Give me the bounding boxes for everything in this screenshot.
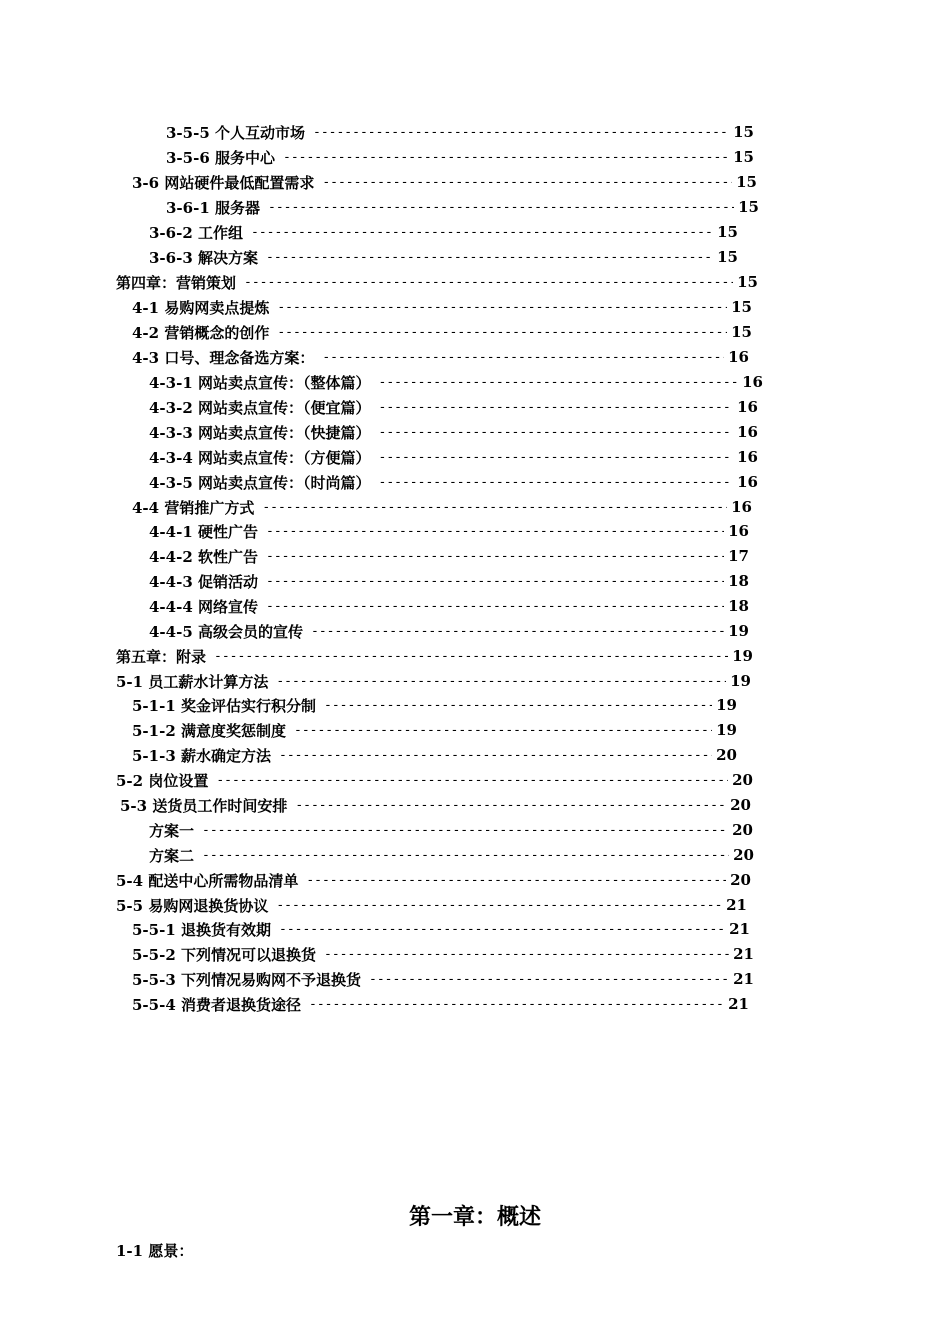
toc-entry-label: 第五章：附录 [116, 647, 207, 666]
toc-entry-label: 4-3-4 网站卖点宣传：（方便篇） [149, 448, 371, 467]
toc-leader [277, 325, 727, 340]
toc-entry-page: 21 [729, 920, 750, 938]
toc-entry-label: 5-5 易购网退换货协议 [116, 896, 269, 915]
toc-entry[interactable] [132, 993, 749, 1015]
toc-entry-page: 16 [737, 473, 758, 491]
toc-leader [266, 574, 724, 589]
toc-entry[interactable] [116, 869, 751, 891]
toc-entry-label: 5-5-1 退换货有效期 [132, 920, 271, 939]
toc-leader [244, 275, 733, 290]
toc-entry-label: 4-4-4 网络宣传 [149, 597, 258, 616]
toc-entry-label: 4-4-3 促销活动 [149, 572, 258, 591]
toc-entry[interactable] [116, 645, 753, 667]
toc-entry-label: 方案一 [149, 821, 195, 840]
toc-leader [311, 624, 724, 639]
toc-entry-page: 16 [731, 498, 752, 516]
toc-entry[interactable] [149, 570, 749, 592]
toc-entry-page: 20 [732, 771, 753, 789]
toc-leader [322, 350, 724, 365]
toc-entry-label: 5-1-3 薪水确定方法 [132, 746, 271, 765]
toc-entry[interactable] [166, 196, 759, 218]
toc-entry[interactable] [149, 246, 738, 268]
toc-entry[interactable] [132, 346, 749, 368]
toc-entry-page: 19 [716, 721, 737, 739]
toc-entry-label: 4-4-2 软性广告 [149, 547, 258, 566]
toc-entry-label: 4-4-5 高级会员的宣传 [149, 622, 303, 641]
toc-entry-label: 5-5-4 消费者退换货途径 [132, 995, 301, 1014]
toc-entry-page: 15 [717, 248, 738, 266]
toc-entry[interactable] [116, 670, 751, 692]
toc-entry-page: 20 [730, 871, 751, 889]
toc-leader [266, 599, 724, 614]
toc-entry[interactable] [120, 794, 751, 816]
toc-entry-label: 3-5-5 个人互动市场 [166, 123, 305, 142]
toc-entry-label: 5-1 员工薪水计算方法 [116, 672, 269, 691]
toc-entry[interactable] [149, 545, 749, 567]
toc-entry[interactable] [149, 471, 758, 493]
toc-entry-label: 4-4-1 硬性广告 [149, 522, 258, 541]
toc-leader [276, 898, 722, 913]
toc-entry[interactable] [149, 844, 754, 866]
toc-entry-page: 16 [737, 423, 758, 441]
toc-leader [266, 524, 724, 539]
toc-leader [309, 997, 724, 1012]
toc-leader [369, 972, 729, 987]
toc-entry-page: 15 [731, 323, 752, 341]
toc-entry[interactable] [149, 221, 738, 243]
toc-entry-page: 21 [733, 945, 754, 963]
toc-entry-label: 3-6-2 工作组 [149, 223, 243, 242]
toc-leader [266, 549, 724, 564]
toc-entry[interactable] [132, 719, 737, 741]
toc-leader [295, 798, 726, 813]
toc-entry[interactable] [132, 968, 754, 990]
toc-entry-page: 18 [728, 597, 749, 615]
toc-leader [216, 773, 728, 788]
toc-leader [322, 175, 732, 190]
toc-entry-page: 15 [738, 198, 759, 216]
toc-entry-page: 21 [728, 995, 749, 1013]
toc-entry-page: 18 [728, 572, 749, 590]
toc-entry-label: 4-3-2 网站卖点宣传：（便宜篇） [149, 398, 371, 417]
toc-entry-page: 15 [733, 148, 754, 166]
toc-entry[interactable] [149, 446, 758, 468]
toc-entry-page: 20 [730, 796, 751, 814]
toc-leader [262, 500, 727, 515]
toc-entry-page: 15 [731, 298, 752, 316]
toc-leader [379, 475, 734, 490]
toc-entry-page: 16 [728, 522, 749, 540]
toc-leader [214, 649, 728, 664]
toc-leader [379, 375, 739, 390]
toc-leader [202, 823, 728, 838]
toc-entry-page: 15 [737, 273, 758, 291]
toc-entry-page: 16 [742, 373, 763, 391]
toc-leader [379, 425, 734, 440]
toc-leader [379, 450, 734, 465]
toc-entry[interactable] [149, 396, 758, 418]
toc-entry-label: 4-4 营销推广方式 [132, 498, 255, 517]
toc-entry-page: 16 [728, 348, 749, 366]
toc-entry-label: 第四章：营销策划 [116, 273, 237, 292]
toc-entry-page: 21 [733, 970, 754, 988]
toc-leader [324, 947, 729, 962]
toc-entry[interactable] [132, 496, 752, 518]
toc-entry[interactable] [149, 595, 749, 617]
toc-entry[interactable] [132, 943, 754, 965]
toc-entry-label: 5-2 岗位设置 [116, 771, 209, 790]
toc-entry-label: 4-3-5 网站卖点宣传：（时尚篇） [149, 473, 371, 492]
toc-entry[interactable] [132, 694, 737, 716]
toc-entry-label: 3-6-1 服务器 [166, 198, 260, 217]
toc-leader [279, 748, 712, 763]
toc-entry-page: 16 [737, 448, 758, 466]
toc-entry-label: 4-3 口号、理念备选方案： [132, 348, 315, 367]
toc-entry-label: 4-1 易购网卖点提炼 [132, 298, 270, 317]
toc-entry-page: 15 [717, 223, 738, 241]
toc-entry[interactable] [116, 769, 753, 791]
toc-entry-page: 21 [726, 896, 747, 914]
toc-entry-label: 5-5-2 下列情况可以退换货 [132, 945, 316, 964]
toc-entry[interactable] [149, 371, 763, 393]
toc-entry-label: 5-3 送货员工作时间安排 [120, 796, 288, 815]
toc-entry-page: 16 [737, 398, 758, 416]
toc-entry-page: 19 [728, 622, 749, 640]
toc-leader [324, 698, 712, 713]
toc-entry-label: 方案二 [149, 846, 195, 865]
toc-leader [283, 150, 729, 165]
toc-entry-page: 19 [716, 696, 737, 714]
toc-leader [268, 200, 734, 215]
toc-entry-label: 4-3-3 网站卖点宣传：（快捷篇） [149, 423, 371, 442]
toc-entry[interactable] [149, 819, 753, 841]
toc-entry-page: 19 [730, 672, 751, 690]
toc-entry[interactable] [149, 620, 749, 642]
toc-entry-label: 5-5-3 下列情况易购网不予退换货 [132, 970, 361, 989]
chapter-title: 第一章：概述 [408, 1204, 541, 1230]
toc-entry-label: 5-1-1 奖金评估实行积分制 [132, 696, 316, 715]
toc-leader [277, 300, 727, 315]
toc-leader [202, 848, 729, 863]
toc-entry-label: 4-2 营销概念的创作 [132, 323, 270, 342]
toc-entry[interactable] [132, 321, 752, 343]
toc-entry[interactable] [166, 121, 754, 143]
toc-leader [294, 723, 712, 738]
toc-entry-page: 15 [733, 123, 754, 141]
toc-leader [276, 674, 726, 689]
toc-entry[interactable] [149, 421, 758, 443]
toc-entry-page: 20 [733, 846, 754, 864]
toc-entry[interactable] [149, 520, 749, 542]
toc-entry-label: 3-5-6 服务中心 [166, 148, 275, 167]
toc-entry-page: 19 [732, 647, 753, 665]
section-heading: 1-1 愿景： [116, 1242, 194, 1260]
toc-entry[interactable] [116, 271, 758, 293]
toc-entry-page: 20 [732, 821, 753, 839]
toc-leader [279, 922, 725, 937]
toc-leader [266, 250, 713, 265]
toc-leader [379, 400, 734, 415]
toc-entry-label: 3-6 网站硬件最低配置需求 [132, 173, 315, 192]
toc-entry-label: 3-6-3 解决方案 [149, 248, 258, 267]
toc-entry-label: 5-4 配送中心所需物品清单 [116, 871, 299, 890]
toc-entry-page: 20 [716, 746, 737, 764]
toc-entry[interactable] [166, 146, 754, 168]
toc-leader [251, 225, 713, 240]
toc-entry[interactable] [132, 171, 757, 193]
toc-leader [313, 125, 729, 140]
toc-entry-page: 15 [736, 173, 757, 191]
toc-entry[interactable] [132, 744, 737, 766]
toc-entry[interactable] [132, 296, 752, 318]
toc-entry-label: 4-3-1 网站卖点宣传：（整体篇） [149, 373, 371, 392]
toc-entry-label: 5-1-2 满意度奖惩制度 [132, 721, 286, 740]
toc-entry-page: 17 [728, 547, 749, 565]
toc-entry[interactable] [132, 918, 750, 940]
toc-leader [306, 873, 726, 888]
toc-entry[interactable] [116, 894, 747, 916]
